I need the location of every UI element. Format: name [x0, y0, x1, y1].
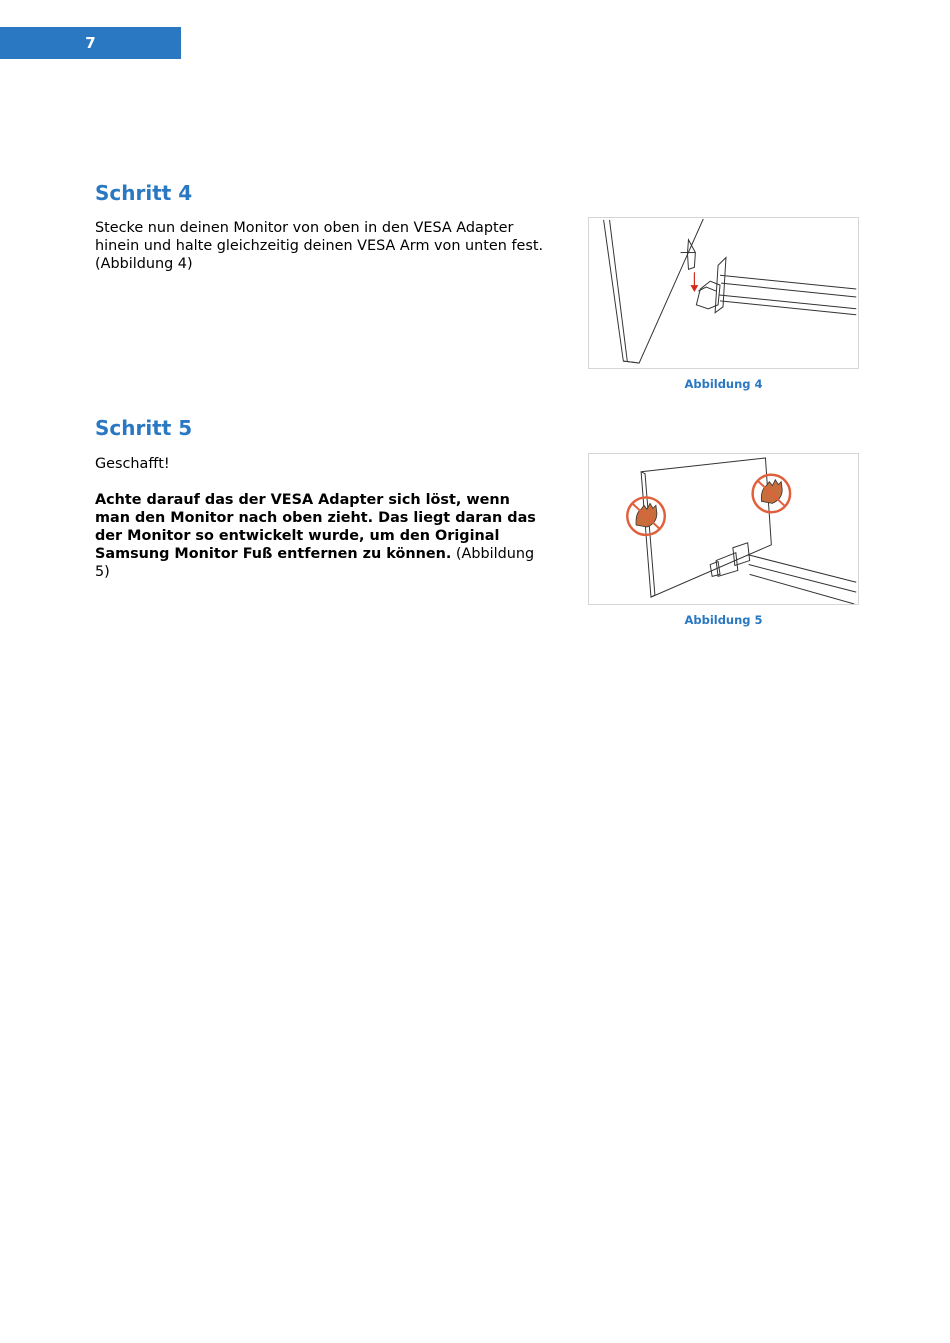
page-number-tab [0, 27, 181, 59]
step4-heading: Schritt 4 [95, 181, 193, 205]
warning-hand-icon-right [753, 475, 791, 513]
page-number: 7 [85, 34, 96, 52]
step4-body: Stecke nun deinen Monitor von oben in den VESA Adapter hinein und halte gleichzeitig deinen VESA Arm von unten fest. (Abbildung 4) [95, 220, 544, 272]
monitor-insert-illustration [589, 218, 858, 368]
step5-warning-bold: Achte darauf das der VESA Adapter sich löst, wenn man den Monitor nach oben zieht. Das liegt daran das der Monitor so entwickelt wurde, um den Original Samsung Monitor Fuß entfernen zu können. [95, 492, 536, 562]
figure-5-caption: Abbildung 5 [684, 613, 763, 627]
figure-4-caption: Abbildung 4 [684, 377, 763, 391]
step5-intro: Geschafft! [95, 456, 170, 472]
figure-5-illustration [588, 453, 859, 605]
monitor-warning-illustration [589, 454, 858, 604]
step5-warning [95, 491, 545, 581]
step5-heading: Schritt 5 [95, 416, 193, 440]
step5-figure-reference: (Abbildung 5) [95, 546, 535, 580]
figure-4-illustration [588, 217, 859, 369]
